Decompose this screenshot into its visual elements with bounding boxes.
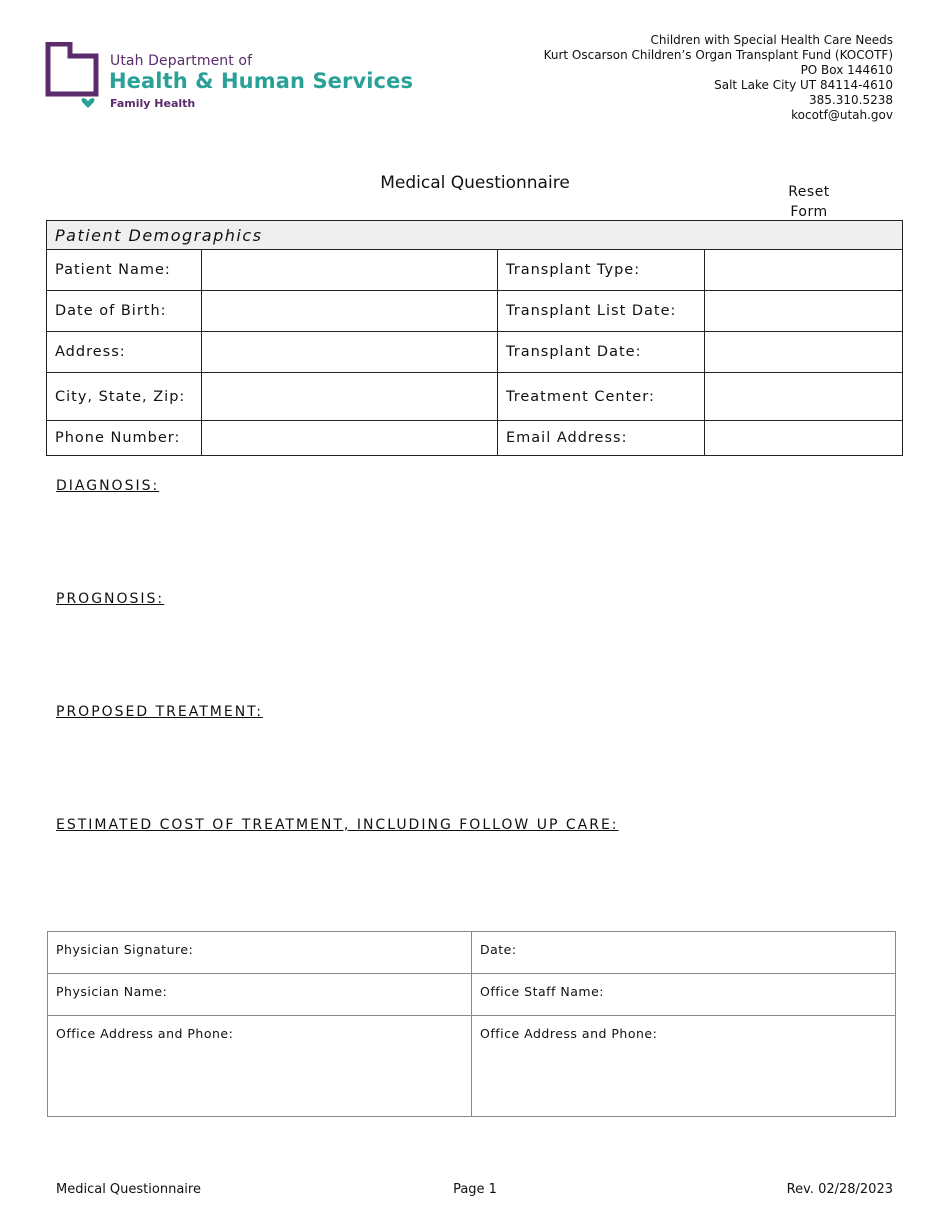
po-box: PO Box 144610 <box>800 63 893 77</box>
fund-name: Kurt Oscarson Children’s Organ Transplant Fund (KOCOTF) <box>543 48 893 62</box>
phone-number-field[interactable] <box>202 421 498 456</box>
email-address-field[interactable] <box>705 421 903 456</box>
physician-office-address-label: Office Address and Phone: <box>56 1026 234 1041</box>
proposed-treatment-field[interactable] <box>56 726 896 806</box>
footer-revision-date: Rev. 02/28/2023 <box>786 1182 893 1197</box>
prognosis-field[interactable] <box>56 613 896 693</box>
staff-office-address-label: Office Address and Phone: <box>480 1026 658 1041</box>
date-field[interactable] <box>472 932 896 974</box>
contact-email: kocotf@utah.gov <box>791 108 893 122</box>
phone-number-label: Phone Number: <box>47 421 202 456</box>
patient-name-field[interactable] <box>202 250 498 291</box>
physician-name-field[interactable] <box>48 974 472 1016</box>
date-label: Date: <box>480 942 517 957</box>
demographics-heading: Patient Demographics <box>47 221 903 250</box>
transplant-date-label: Transplant Date: <box>498 332 705 373</box>
prognosis-heading: PROGNOSIS: <box>56 591 165 607</box>
logo-agency-name: Health & Human Services <box>109 69 414 93</box>
city-state-zip: Salt Lake City UT 84114-4610 <box>714 78 893 92</box>
transplant-type-label: Transplant Type: <box>498 250 705 291</box>
transplant-date-field[interactable] <box>705 332 903 373</box>
page-title: Medical Questionnaire <box>380 173 570 193</box>
transplant-list-date-field[interactable] <box>705 291 903 332</box>
estimated-cost-field[interactable] <box>56 839 896 919</box>
city-state-zip-label: City, State, Zip: <box>47 373 202 421</box>
physician-signature-label: Physician Signature: <box>56 942 194 957</box>
diagnosis-field[interactable] <box>56 500 896 580</box>
patient-demographics-table <box>46 220 903 456</box>
program-name: Children with Special Health Care Needs <box>650 33 893 47</box>
transplant-list-date-label: Transplant List Date: <box>498 291 705 332</box>
treatment-center-field[interactable] <box>705 373 903 421</box>
physician-office-address-field[interactable] <box>48 1016 472 1117</box>
office-staff-name-field[interactable] <box>472 974 896 1016</box>
date-of-birth-label: Date of Birth: <box>47 291 202 332</box>
footer-document-name: Medical Questionnaire <box>56 1182 201 1197</box>
city-state-zip-field[interactable] <box>202 373 498 421</box>
staff-office-address-field[interactable] <box>472 1016 896 1117</box>
physician-signature-field[interactable] <box>48 932 472 974</box>
physician-name-label: Physician Name: <box>56 984 168 999</box>
logo-department-text: Utah Department of <box>110 53 253 69</box>
logo-division-text: Family Health <box>110 97 196 110</box>
utah-state-logo-icon <box>44 42 100 110</box>
date-of-birth-field[interactable] <box>202 291 498 332</box>
footer-page-number: Page 1 <box>453 1182 497 1197</box>
patient-name-label: Patient Name: <box>47 250 202 291</box>
treatment-center-label: Treatment Center: <box>498 373 705 421</box>
diagnosis-heading: DIAGNOSIS: <box>56 478 160 494</box>
header-address-block <box>544 33 893 123</box>
address-field[interactable] <box>202 332 498 373</box>
proposed-treatment-heading: PROPOSED TREATMENT: <box>56 704 263 720</box>
address-label: Address: <box>47 332 202 373</box>
transplant-type-field[interactable] <box>705 250 903 291</box>
physician-signature-table <box>47 931 896 1117</box>
office-staff-name-label: Office Staff Name: <box>480 984 605 999</box>
email-address-label: Email Address: <box>498 421 705 456</box>
reset-form-button[interactable]: Reset Form <box>762 181 856 201</box>
estimated-cost-heading: ESTIMATED COST OF TREATMENT, INCLUDING FOLLOW UP CARE: <box>56 817 619 833</box>
contact-phone: 385.310.5238 <box>809 93 893 107</box>
